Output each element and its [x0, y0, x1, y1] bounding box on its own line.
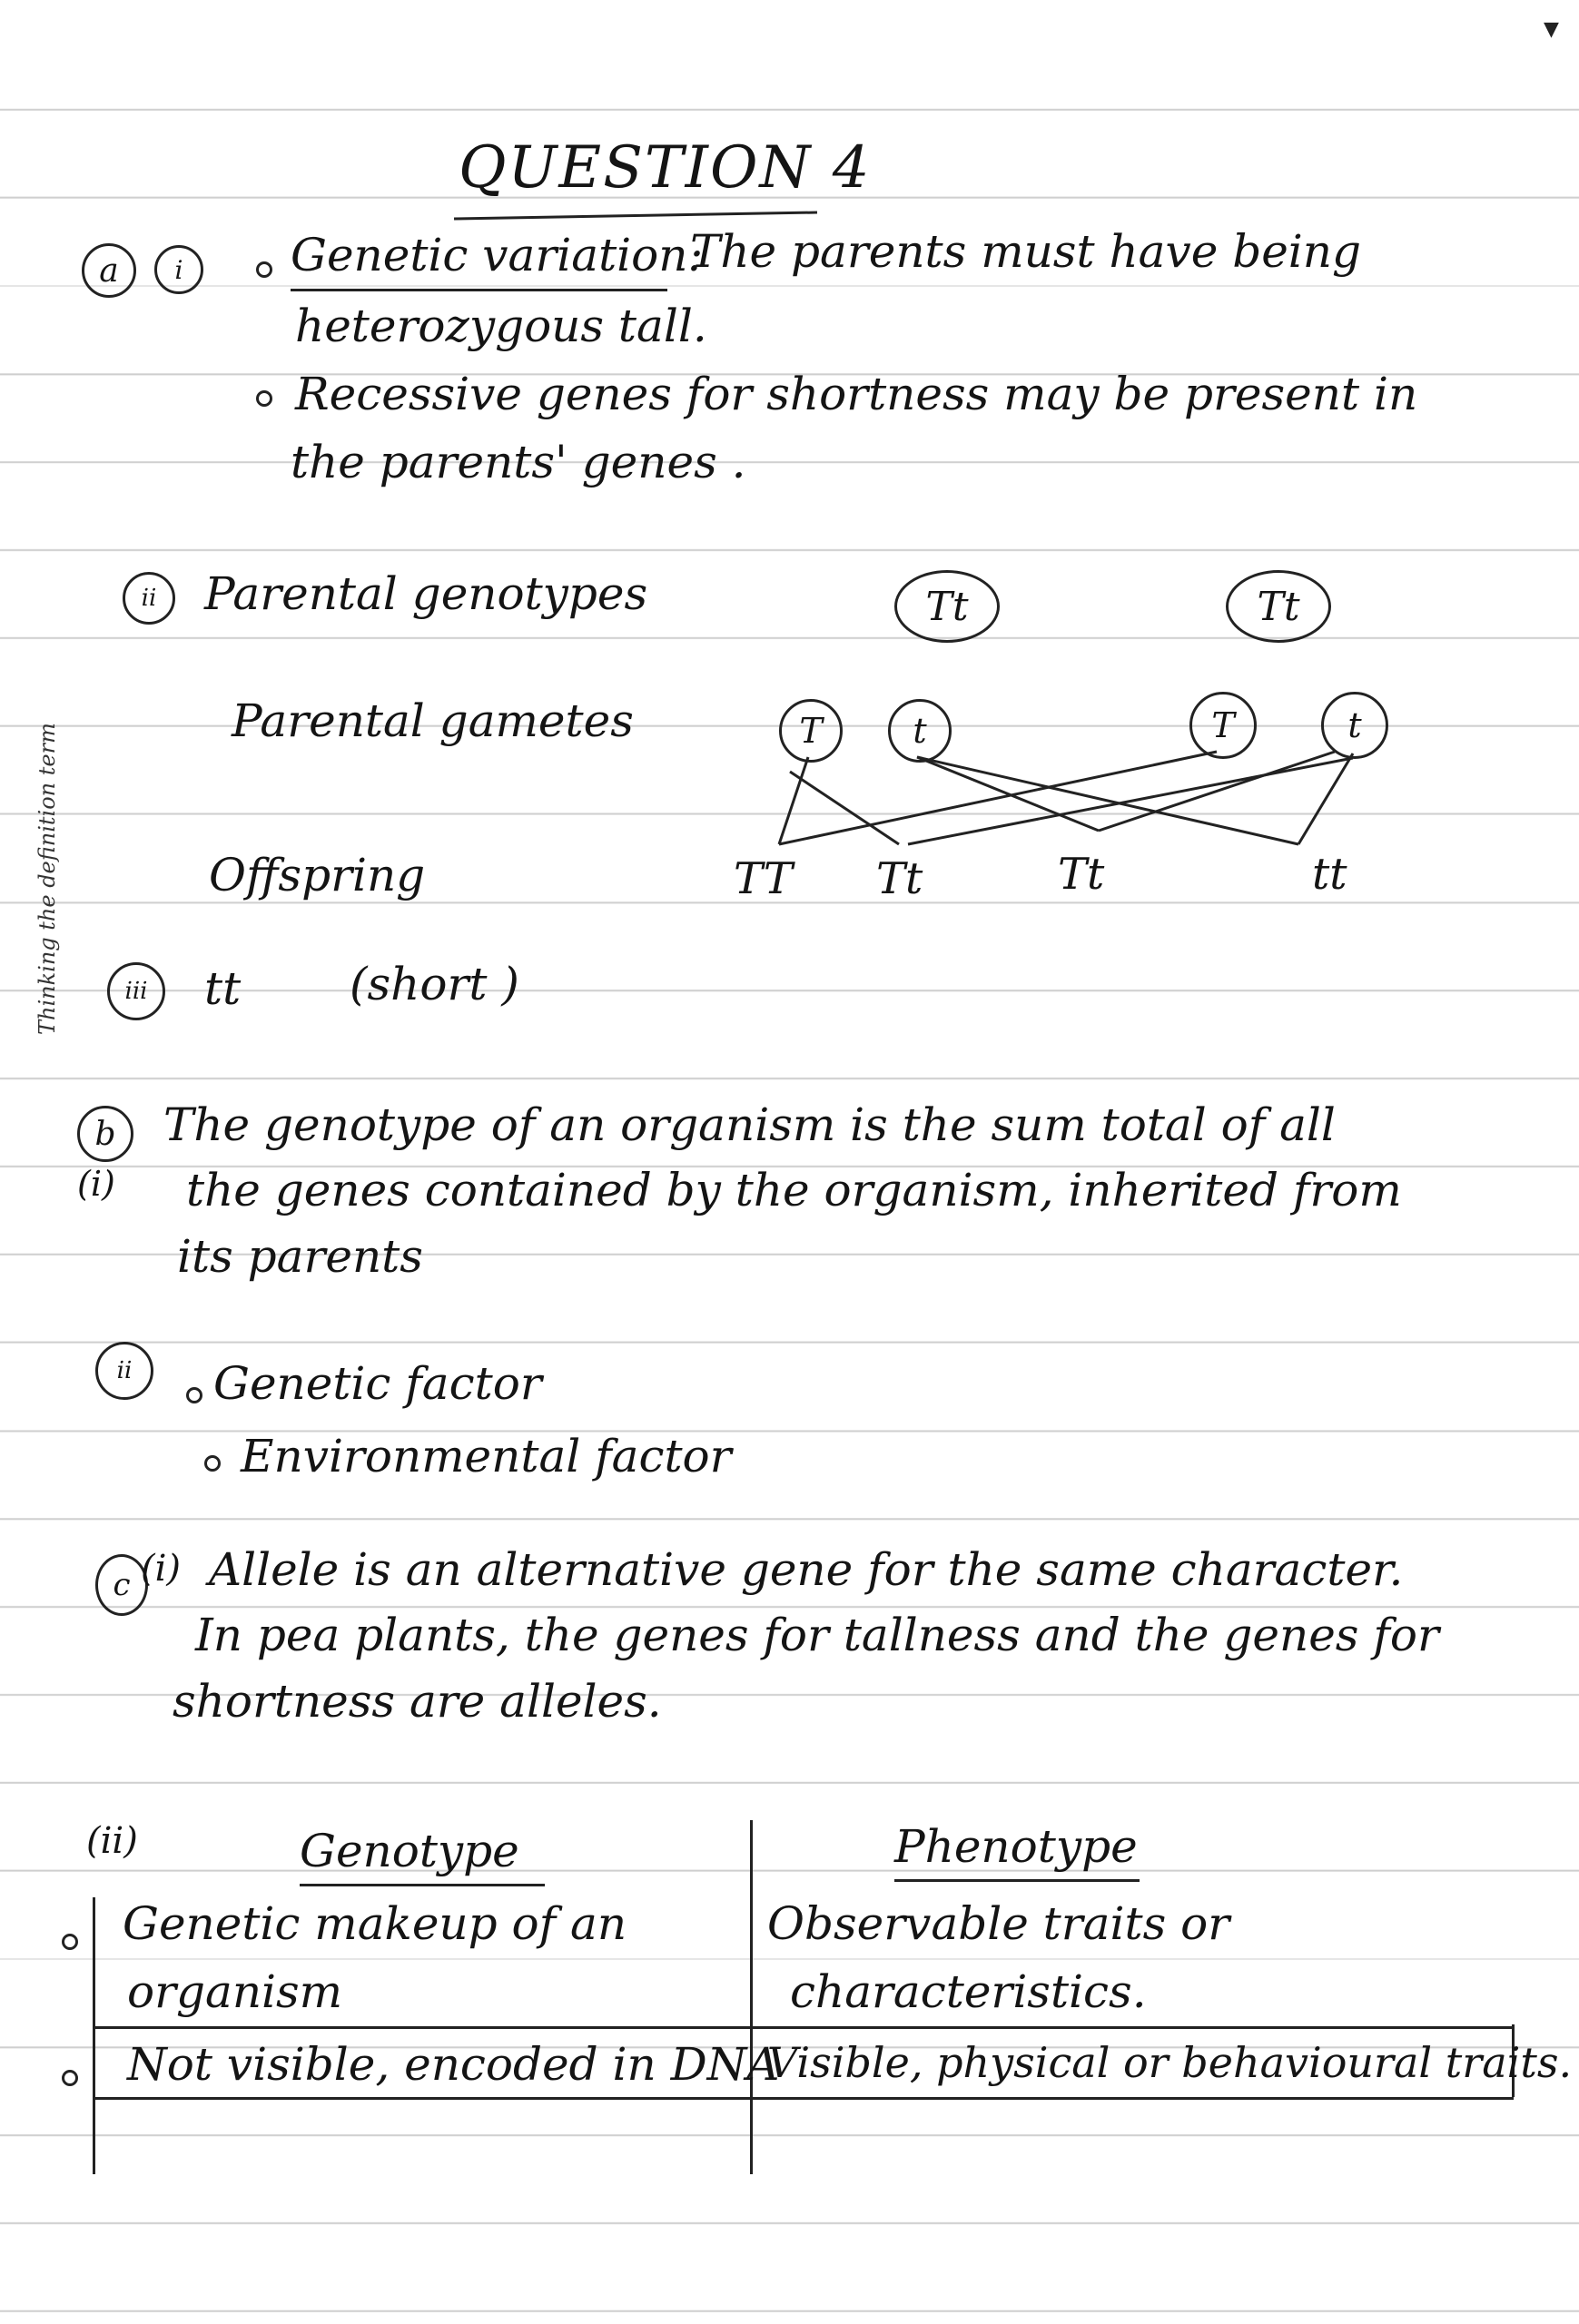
b-i-line3: its parents: [177, 1230, 423, 1283]
c-i-line3: shortness are alleles.: [173, 1675, 662, 1728]
row1-phenotype-line2: characteristics.: [790, 1965, 1147, 2018]
row2-genotype: Not visible, encoded in DNA: [127, 2038, 780, 2091]
c-i-line1: Allele is an alternative gene for the same character.: [209, 1543, 1404, 1596]
b-ii-bullet2: Environmental factor: [241, 1430, 732, 1482]
part-b-ii-label: ii: [95, 1342, 153, 1400]
part-a-i-label: i: [154, 245, 203, 294]
offspring-label: Offspring: [209, 849, 426, 901]
part-c-i-label: (i): [141, 1548, 182, 1590]
b-i-line2: the genes contained by the organism, inherited from: [186, 1164, 1402, 1216]
b-ii-bullet1: Genetic factor: [213, 1357, 542, 1410]
gamete-t-1: t: [888, 699, 952, 763]
row1-genotype-line1: Genetic makeup of an: [123, 1897, 627, 1950]
corner-mark: ▼: [1544, 18, 1559, 41]
a-i-bullet1-text: The parents must have being: [690, 225, 1361, 278]
parental-gametes-label: Parental gametes: [232, 694, 634, 747]
offspring-Tt-1: Tt: [876, 853, 923, 904]
parent1-genotype: Tt: [894, 570, 1000, 643]
part-b-i-label: (i): [77, 1164, 115, 1204]
c-i-line2: In pea plants, the genes for tallness and the genes for: [195, 1609, 1439, 1661]
table-header-genotype: Genotype: [300, 1825, 519, 1877]
bullet: [204, 1455, 221, 1472]
table-row-divider: [93, 2026, 1514, 2029]
offspring-Tt-2: Tt: [1058, 849, 1105, 900]
a-i-bullet2-line1: Recessive genes for shortness may be present in: [295, 368, 1418, 420]
row2-phenotype: Visible, physical or behavioural traits.: [767, 2038, 1573, 2087]
table-border-left: [93, 1897, 95, 2174]
cross-line: [1099, 752, 1335, 831]
a-i-bullet2-line2: the parents' genes .: [291, 436, 746, 488]
offspring-tt: tt: [1312, 849, 1347, 900]
bullet: [62, 2070, 78, 2086]
table-divider: [750, 1820, 753, 2174]
gamete-T-1: T: [779, 699, 843, 763]
parental-genotypes-label: Parental genotypes: [204, 567, 648, 620]
header-underline: [894, 1879, 1140, 1882]
header-underline: [300, 1884, 545, 1886]
part-a-iii-label: iii: [107, 962, 165, 1020]
cross-line: [790, 772, 899, 844]
a-iii-answer: tt: [204, 962, 242, 1015]
part-a-label: a: [82, 243, 136, 298]
offspring-TT: TT: [734, 853, 793, 904]
part-a-ii-label: ii: [123, 572, 175, 625]
row1-genotype-line2: organism: [127, 1965, 343, 2018]
row1-phenotype-line1: Observable traits or: [767, 1897, 1230, 1950]
bullet: [62, 1934, 78, 1950]
part-c-label: c: [95, 1554, 148, 1616]
cross-line: [779, 757, 808, 844]
a-i-bullet1-cont: heterozygous tall.: [295, 300, 707, 352]
cross-line: [917, 757, 1099, 831]
gamete-T-2: T: [1189, 692, 1257, 759]
b-i-line1: The genotype of an organism is the sum total of all: [163, 1098, 1336, 1151]
parent2-genotype: Tt: [1226, 570, 1331, 643]
table-header-phenotype: Phenotype: [894, 1820, 1138, 1873]
part-b-label: b: [77, 1106, 133, 1162]
side-margin-note: Thinking the definition term: [35, 723, 60, 1035]
bullet: [186, 1387, 202, 1403]
page-title: QUESTION 4: [459, 134, 872, 202]
gamete-t-2: t: [1321, 692, 1388, 759]
a-iii-note: (short ): [350, 958, 519, 1010]
table-row-divider: [93, 2097, 1514, 2100]
genetic-variation-term: Genetic variation:: [291, 229, 704, 281]
part-c-ii-label: (ii): [86, 1820, 138, 1862]
